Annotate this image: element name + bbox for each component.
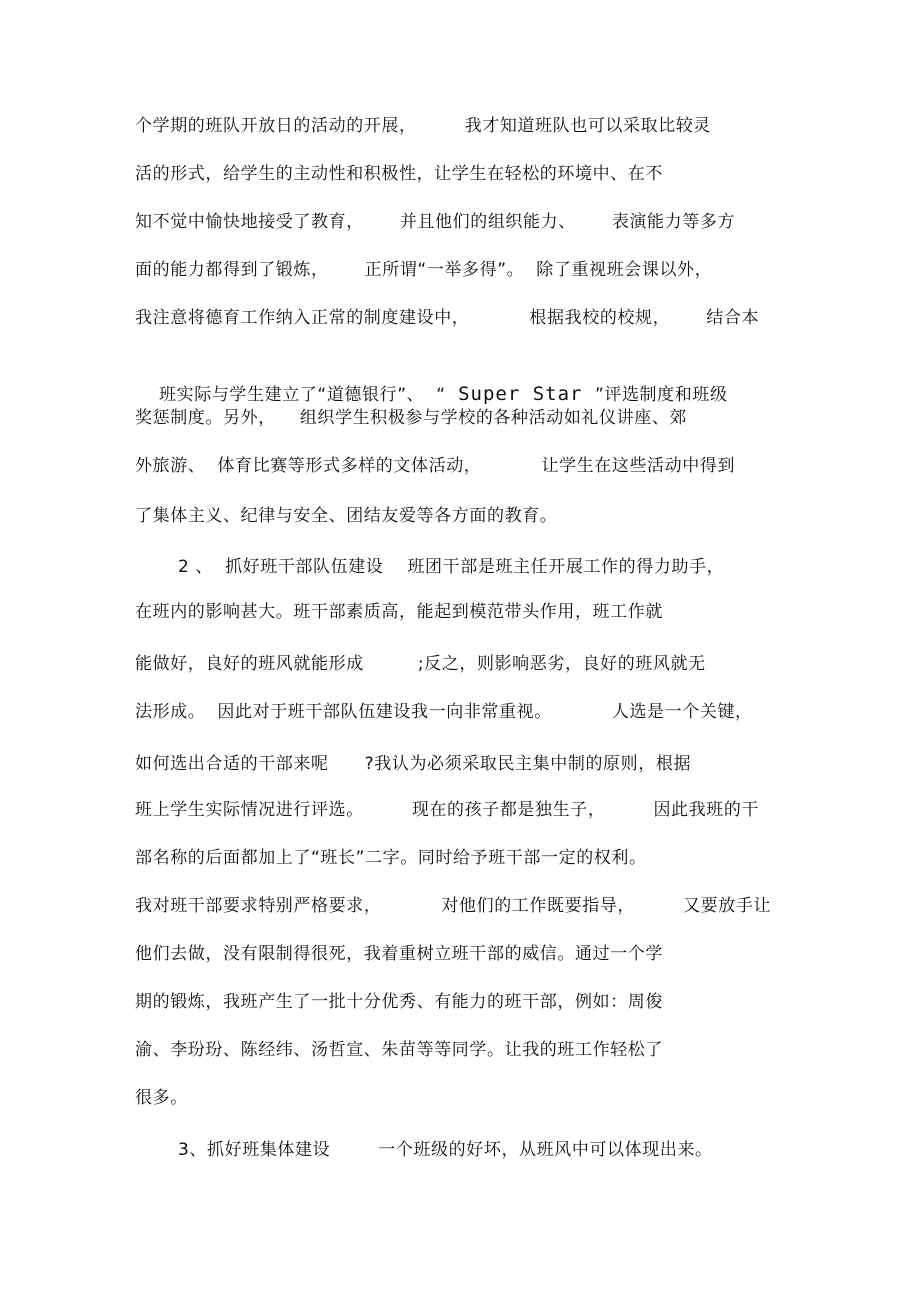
text-line: 知不觉中愉快地接受了教育， 并且他们的组织能力、 表演能力等多方 [135,212,736,232]
text-segment: ”评选制度和班级 [594,385,728,405]
text-line: 很多。 [135,1088,188,1108]
super-star-text: Super Star [445,383,595,405]
text-line: 个学期的班队开放日的活动的开展， 我才知道班队也可以采取比较灵 [135,116,712,136]
section-heading: 2 、 抓好班干部队伍建设 班团干部是班主任开展工作的得力助手， [178,557,725,577]
text-line: 如何选出合适的干部来呢 ?我认为必须采取民主集中制的原则，根据 [135,754,692,774]
text-line: 奖惩制度。另外， 组织学生积极参与学校的各种活动如礼仪讲座、郊 [135,408,688,428]
text-line: 班上学生实际情况进行评选。 现在的孩子都是独生子， 因此我班的干 [135,800,760,820]
text-line: 在班内的影响甚大。班干部素质高，能起到模范带头作用，班工作就 [135,602,663,622]
text-line: 他们去做，没有限制得很死，我着重树立班干部的威信。通过一个学 [135,944,663,964]
text-line: 面的能力都得到了锻炼， 正所谓“一举多得”。 除了重视班会课以外， [135,260,713,280]
text-line: 渝、李玢玢、陈经纬、汤哲宣、朱苗等等同学。让我的班工作轻松了 [135,1040,663,1060]
text-line: 了集体主义、纪律与安全、团结友爱等各方面的教育。 [135,506,558,526]
text-line: 外旅游、 体育比赛等形式多样的文体活动， 让学生在这些活动中得到 [135,456,736,476]
text-line: 部名称的后面都加上了“班长”二字。同时给予班干部一定的权利。 [135,848,647,868]
text-segment: 班实际与学生建立了“道德银行”、 “ [159,385,446,405]
text-line: 活的形式，给学生的主动性和积极性，让学生在轻松的环境中、在不 [135,164,663,184]
text-line: 我对班干部要求特别严格要求， 对他们的工作既要指导， 又要放手让 [135,896,772,916]
section-heading: 3、抓好班集体建设 一个班级的好坏，从班风中可以体现出来。 [178,1140,713,1160]
text-line: 期的锻炼，我班产生了一批十分优秀、有能力的班干部，例如：周俊 [135,992,663,1012]
text-line: 能做好，良好的班风就能形成 ;反之，则影响恶劣，良好的班风就无 [135,654,706,674]
text-line: 我注意将德育工作纳入正常的制度建设中， 根据我校的校规， 结合本 [135,308,760,328]
text-line: 法形成。 因此对于班干部队伍建设我一向非常重视。 人选是一个关键， [135,702,753,722]
